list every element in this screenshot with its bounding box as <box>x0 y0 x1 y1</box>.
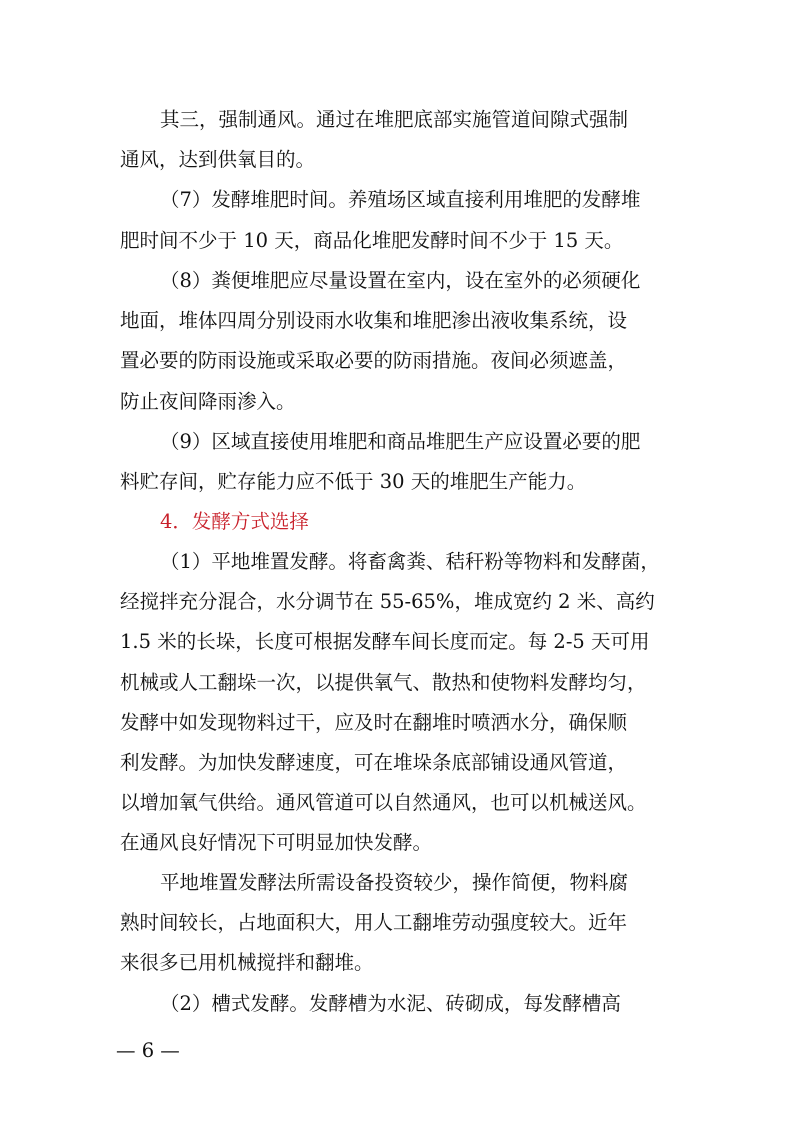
text-line: 防止夜间降雨渗入。 <box>120 390 296 413</box>
text-line: 1.5 米的长垛，长度可根据发酵车间长度而定。每 2-5 天可用 <box>120 630 650 653</box>
text-line: 机械或人工翻垛一次，以提供氧气、散热和使物料发酵均匀， <box>120 671 647 694</box>
text-line: 料贮存间，贮存能力应不低于 30 天的堆肥生产能力。 <box>120 470 587 493</box>
text-line: 置必要的防雨设施或采取必要的防雨措施。夜间必须遮盖， <box>120 349 628 372</box>
text-line: （2）槽式发酵。发酵槽为水泥、砖砌成，每发酵槽高 <box>160 992 621 1015</box>
page-number: — 6 — <box>116 1039 180 1062</box>
text-line: 利发酵。为加快发酵速度，可在堆垛条底部铺设通风管道， <box>120 751 628 774</box>
text-line: 在通风良好情况下可明显加快发酵。 <box>120 831 433 854</box>
text-line: 平地堆置发酵法所需设备投资较少，操作简便，物料腐 <box>160 871 629 894</box>
text-line: 来很多已用机械搅拌和翻堆。 <box>120 951 374 974</box>
text-line: 地面，堆体四周分别设雨水收集和堆肥渗出液收集系统，设 <box>120 309 628 332</box>
text-line: （8）粪便堆肥应尽量设置在室内，设在室外的必须硬化 <box>160 269 641 292</box>
text-line: 以增加氧气供给。通风管道可以自然通风，也可以机械送风。 <box>120 791 647 814</box>
text-line: 肥时间不少于 10 天，商品化堆肥发酵时间不少于 15 天。 <box>120 229 624 252</box>
section-heading: 4．发酵方式选择 <box>160 510 309 533</box>
text-line: 经搅拌充分混合，水分调节在 55-65%，堆成宽约 2 米、高约 <box>120 590 655 613</box>
text-line: 其三，强制通风。通过在堆肥底部实施管道间隙式强制 <box>160 108 629 131</box>
text-line: （1）平地堆置发酵。将畜禽粪、秸秆粉等物料和发酵菌， <box>160 550 660 573</box>
text-line: （9）区域直接使用堆肥和商品堆肥生产应设置必要的肥 <box>160 430 641 453</box>
text-line: 发酵中如发现物料过干，应及时在翻堆时喷洒水分，确保顺 <box>120 711 628 734</box>
text-line: （7）发酵堆肥时间。养殖场区域直接利用堆肥的发酵堆 <box>160 188 641 211</box>
text-line: 通风，达到供氧目的。 <box>120 148 316 171</box>
text-line: 熟时间较长，占地面积大，用人工翻堆劳动强度较大。近年 <box>120 911 628 934</box>
